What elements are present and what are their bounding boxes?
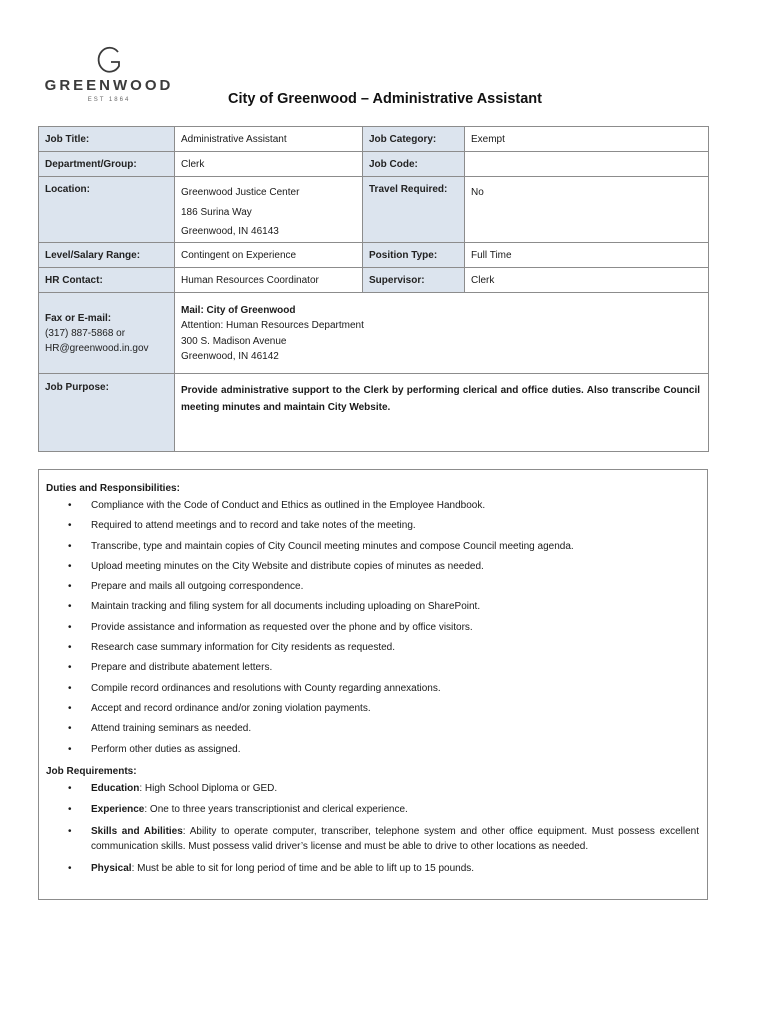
row-department [39, 152, 709, 177]
bullet-icon: • [68, 723, 72, 735]
hr-contact-label: HR Contact: [39, 267, 175, 292]
requirement-text: : Must be able to sit for long period of time and be able to lift up to 15 pounds. [131, 862, 475, 874]
bullet-icon: • [68, 601, 72, 613]
position-type-value: Full Time [465, 242, 709, 267]
fax-email-label [39, 292, 175, 373]
department-value: Clerk [175, 152, 363, 177]
location-line: Greenwood Justice Center [181, 187, 300, 198]
row-hr-contact [39, 267, 709, 292]
requirements-list [46, 781, 699, 877]
level-label: Level/Salary Range: [39, 242, 175, 267]
requirement-label: Education [91, 782, 140, 794]
requirement-label: Skills and Abilities [91, 825, 183, 837]
hr-contact-value: Human Resources Coordinator [175, 267, 363, 292]
list-item: • Upload meeting minutes on the City Website and distribute copies of minutes as needed. [68, 560, 484, 572]
page-title: City of Greenwood – Administrative Assistant [228, 91, 542, 107]
bullet-icon: • [68, 662, 72, 674]
list-item [46, 824, 699, 855]
list-item: • Accept and record ordinance and/or zoning violation payments. [68, 702, 371, 714]
bullet-icon: • [68, 782, 72, 794]
list-item: • Prepare and mails all outgoing correspondence. [68, 581, 304, 593]
location-line: Greenwood, IN 46143 [181, 226, 279, 237]
department-label: Department/Group: [39, 152, 175, 177]
job-code-label: Job Code: [363, 152, 465, 177]
list-item: • Provide assistance and information as requested over the phone and by office visitors. [68, 621, 473, 633]
bullet-icon: • [68, 500, 72, 511]
position-type-label: Position Type: [363, 242, 465, 267]
greenwood-g-icon [96, 46, 122, 76]
duties-list [46, 500, 699, 764]
row-job-title [39, 127, 709, 152]
travel-label: Travel Required: [363, 177, 465, 243]
requirement-text: : One to three years transcriptionist and clerical experience. [144, 804, 408, 816]
requirement-text: : High School Diploma or GED. [139, 782, 278, 794]
row-contact [39, 292, 709, 373]
list-item: • Maintain tracking and filing system for all documents including uploading on SharePoint. [68, 601, 481, 613]
job-category-label: Job Category: [363, 127, 465, 152]
fax-email-line: Fax or E-mail: [45, 312, 112, 324]
list-item: • Required to attend meetings and to record and take notes of the meeting. [68, 520, 416, 532]
list-item: • Compliance with the Code of Conduct and Ethics as outlined in the Employee Handbook. [68, 500, 486, 511]
bullet-icon: • [68, 702, 72, 714]
bullet-icon: • [68, 682, 72, 694]
requirement-label: Physical [91, 862, 132, 874]
list-item: • Research case summary information for City residents as requested. [68, 642, 396, 654]
list-item: • Compile record ordinances and resolutions with County regarding annexations. [68, 682, 441, 694]
row-location [39, 177, 709, 243]
location-value [175, 177, 363, 243]
job-info-table [38, 126, 709, 452]
mail-line: 300 S. Madison Avenue [181, 335, 287, 347]
supervisor-label: Supervisor: [363, 267, 465, 292]
list-item [46, 781, 699, 797]
bullet-icon: • [68, 540, 72, 552]
job-title-value: Administrative Assistant [175, 127, 363, 152]
location-label: Location: [39, 177, 175, 243]
level-value: Contingent on Experience [175, 242, 363, 267]
requirement-text: : Ability to operate computer, transcriber, telephone system and other office equipment. Must possess excellent communication skills. Must possess valid driver’s license and must be able to drive to other locations as needed. [91, 825, 699, 853]
logo-wordmark: GREENWOOD [44, 77, 174, 94]
requirements-heading: Job Requirements: [46, 765, 137, 777]
duties-heading: Duties and Responsibilities: [46, 483, 180, 494]
bullet-icon: • [68, 520, 72, 532]
job-code-value [465, 152, 709, 177]
fax-email-line: (317) 887-5868 or [45, 327, 126, 339]
bullet-icon: • [68, 804, 72, 816]
list-item [46, 802, 699, 818]
bullet-icon: • [68, 825, 72, 837]
row-level [39, 242, 709, 267]
job-purpose-label: Job Purpose: [39, 373, 175, 451]
supervisor-value: Clerk [465, 267, 709, 292]
job-category-value: Exempt [465, 127, 709, 152]
duties-box [38, 469, 708, 900]
bullet-icon: • [68, 621, 72, 633]
fax-email-line: HR@greenwood.in.gov [45, 342, 149, 354]
bullet-icon: • [68, 642, 72, 654]
bullet-icon: • [68, 862, 72, 874]
list-item: • Transcribe, type and maintain copies of City Council meeting minutes and compose Council meeting agenda. [68, 540, 574, 552]
mail-line: Greenwood, IN 46142 [181, 351, 279, 362]
location-line: 186 Surina Way [181, 206, 252, 218]
requirement-label: Experience [91, 804, 145, 816]
bullet-icon: • [68, 581, 72, 593]
row-job-purpose [39, 373, 709, 451]
bullet-icon: • [68, 743, 72, 755]
mail-address [175, 292, 709, 373]
job-purpose-value: Provide administrative support to the Clerk by performing clerical and office duties. Also transcribe Council meeting minutes and maintain City Website. [175, 373, 709, 451]
list-item: • Attend training seminars as needed. [68, 723, 252, 735]
list-item [46, 861, 699, 877]
bullet-icon: • [68, 560, 72, 572]
job-title-label: Job Title: [39, 127, 175, 152]
logo-established: EST 1864 [87, 97, 131, 103]
mail-line: Mail: City of Greenwood [181, 304, 296, 316]
list-item: • Perform other duties as assigned. [68, 743, 241, 755]
mail-line: Attention: Human Resources Department [181, 320, 364, 331]
list-item: • Prepare and distribute abatement letters. [68, 662, 273, 674]
travel-value: No [465, 177, 709, 243]
